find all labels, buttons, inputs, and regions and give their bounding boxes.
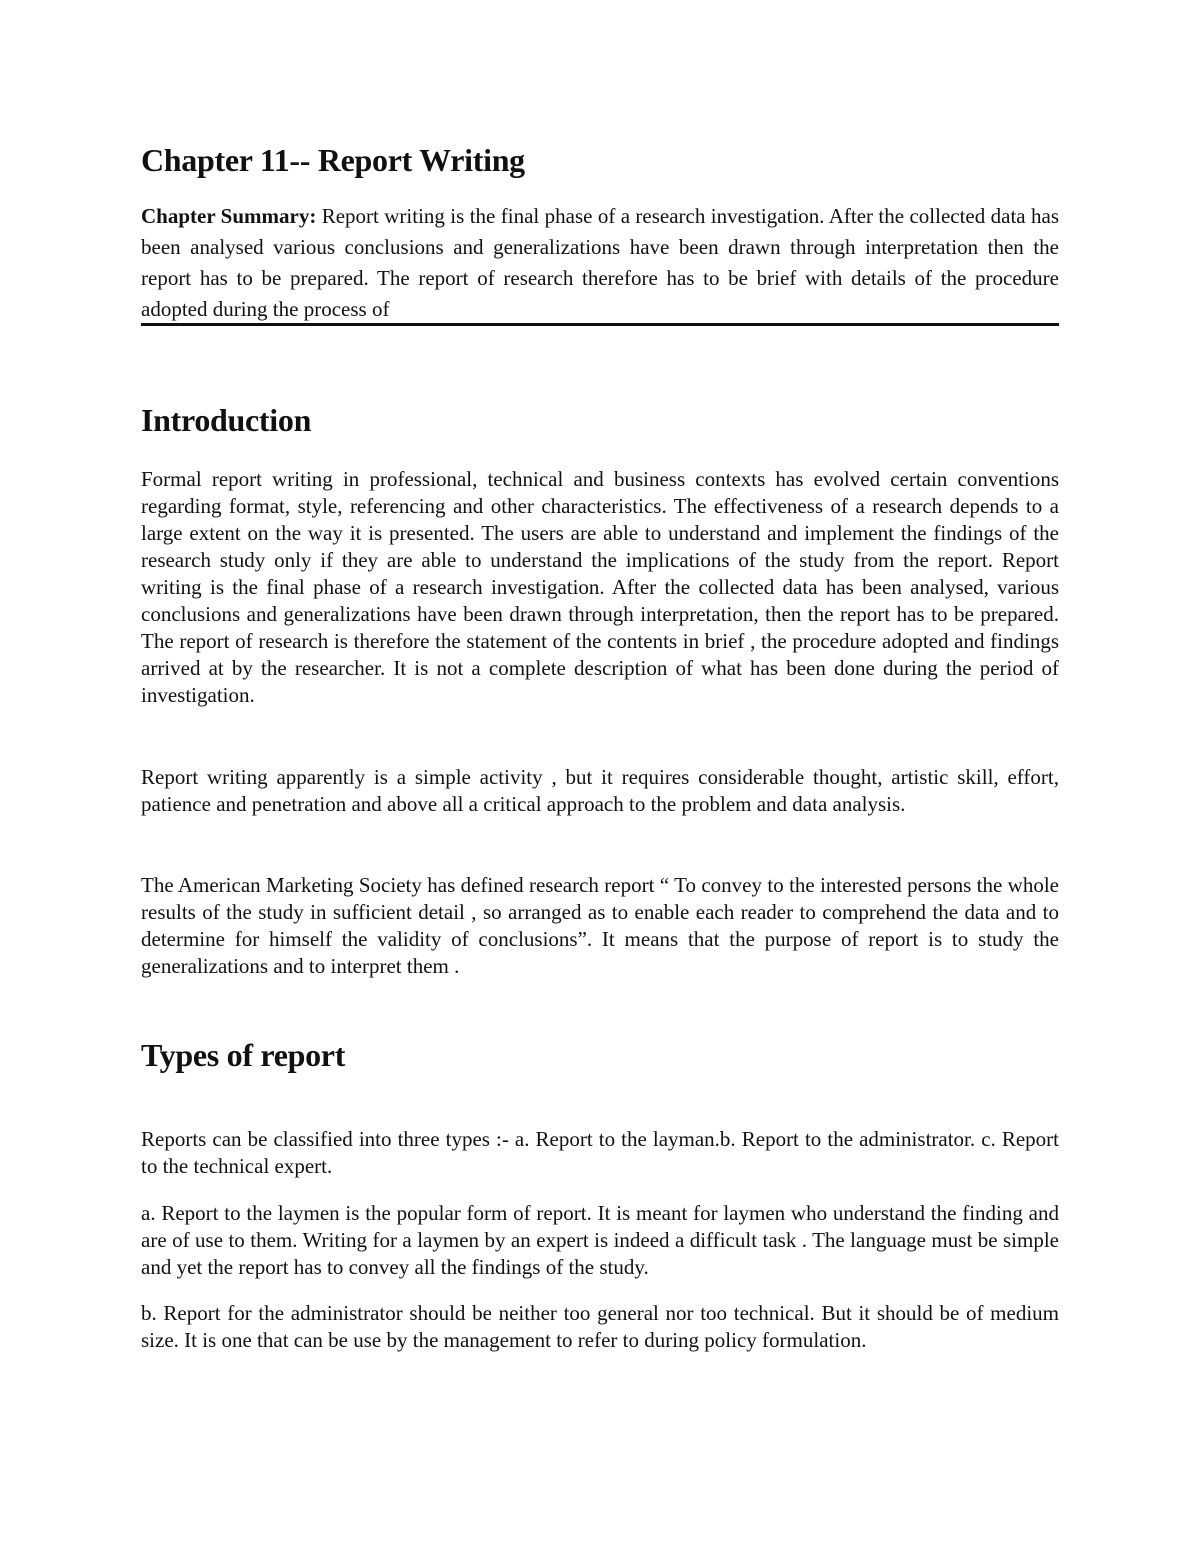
introduction-paragraph: The American Marketing Society has defined research report “ To convey to the interested persons the whole results of the study in sufficient detail , so arranged as to enable each reader to comprehend the data and to determine for himself the validity of conclusions”. It means that the purpose of report is to study the generalizations and to interpret them . — [141, 873, 1059, 978]
types-paragraph: Reports can be classified into three types :- a. Report to the layman.b. Report to the administrator. c. Report to the technical expert. — [141, 1127, 1059, 1178]
chapter-summary-label: Chapter Summary: — [141, 204, 317, 228]
introduction-paragraph: Formal report writing in professional, technical and business contexts has evolved certain conventions regarding format, style, referencing and other characteristics. The effectiveness of a research depends to a large extent on the way it is presented. The users are able to understand and implement the findings of the research study only if they are able to understand the implications of the study from the report. Report writing is the final phase of a research investigation. After the collected data has been analysed, various conclusions and generalizations have been drawn through interpretation, then the report has to be prepared. The report of research is therefore the statement of the contents in brief , the procedure adopted and findings arrived at by the researcher. It is not a complete description of what has been done during the period of investigation. — [141, 467, 1059, 707]
introduction-paragraph: Report writing apparently is a simple activity , but it requires considerable thought, artistic skill, effort, patience and penetration and above all a critical approach to the problem and data analysis. — [141, 765, 1059, 816]
types-paragraph: a. Report to the laymen is the popular form of report. It is meant for laymen who understand the finding and are of use to them. Writing for a laymen by an expert is indeed a difficult task . The language must be simple and yet the report has to convey all the findings of the study. — [141, 1201, 1059, 1279]
chapter-summary — [141, 201, 1059, 325]
types-paragraph: b. Report for the administrator should be neither too general nor too technical. But it should be of medium size. It is one that can be use by the management to refer to during policy formulation. — [141, 1301, 1059, 1352]
summary-divider — [141, 323, 1059, 326]
introduction-heading: Introduction — [141, 402, 312, 438]
chapter-title: Chapter 11-- Report Writing — [141, 142, 525, 178]
types-of-report-heading: Types of report — [141, 1037, 346, 1073]
chapter-summary-text: Report writing is the final phase of a research investigation. After the collected data has been analysed various conclusions and generalizations have been drawn through interpretation then the report has to be prepared. The report of research therefore has to be brief with details of the procedure adopted during the process of — [141, 204, 1059, 321]
